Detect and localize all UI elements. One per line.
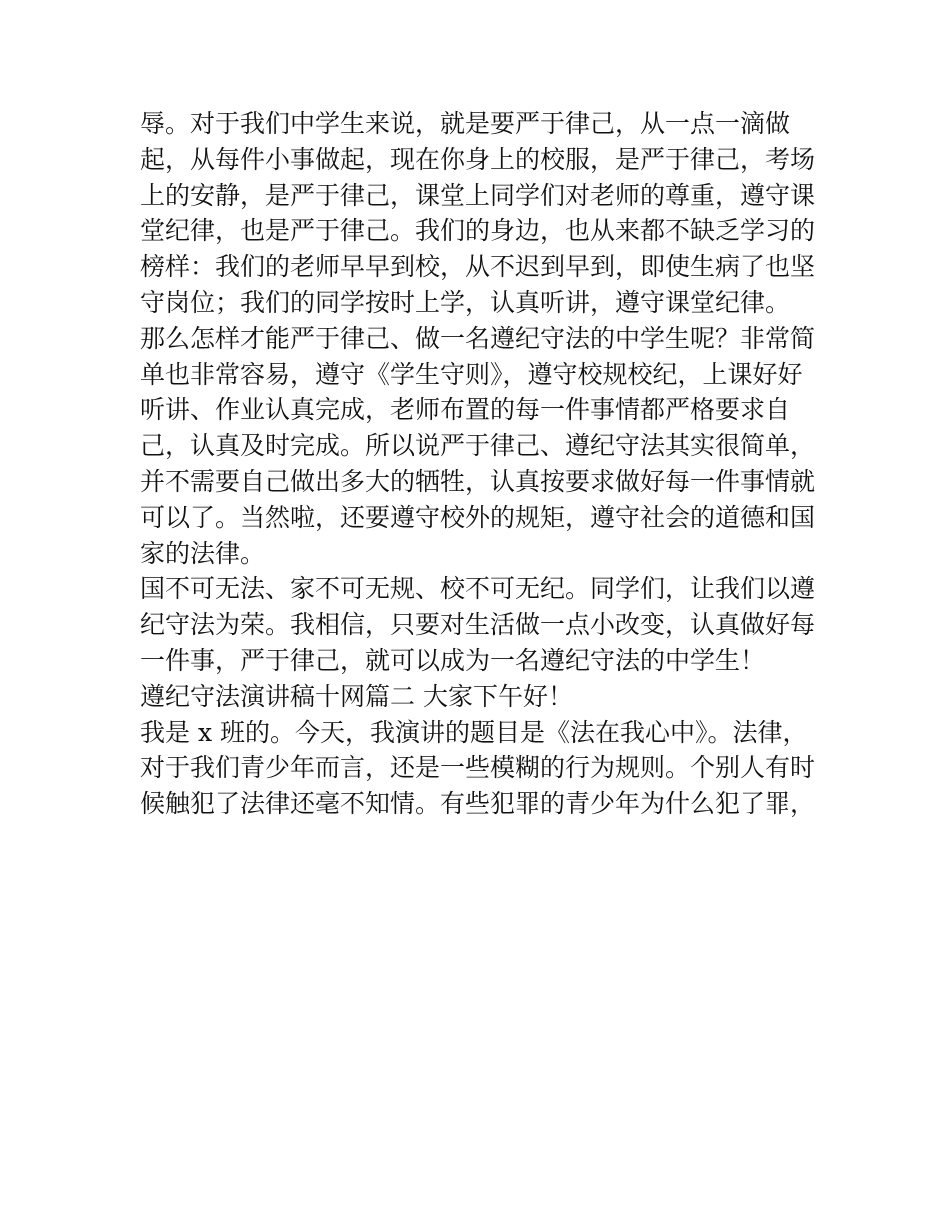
text-line: 家的法律。 xyxy=(140,538,266,568)
text-line: 国不可无法、家不可无规、校不可无纪。同学们，让我们以遵 xyxy=(140,574,816,604)
text-line: 纪守法为荣。我相信，只要对生活做一点小改变，认真做好每 xyxy=(140,610,816,640)
text-line: 听讲、作业认真完成，老师布置的每一件事情都严格要求自 xyxy=(140,395,791,425)
text-line: 单也非常容易，遵守《学生守则》，遵守校规校纪，上课好好 xyxy=(140,359,803,389)
text-line: 候触犯了法律还毫不知情。有些犯罪的青少年为什么犯了罪， xyxy=(140,789,816,819)
text-line: 榜样：我们的老师早早到校，从不迟到早到，即使生病了也坚 xyxy=(140,252,816,282)
document-body xyxy=(140,106,820,822)
section-heading: 遵纪守法演讲稿十网篇二 大家下午好！ xyxy=(140,681,573,711)
text-line: 对于我们青少年而言，还是一些模糊的行为规则。个别人有时 xyxy=(140,753,816,783)
text-line: 堂纪律，也是严于律己。我们的身边，也从来都不缺乏学习的 xyxy=(140,216,816,246)
text-line: 辱。对于我们中学生来说，就是要严于律己，从一点一滴做 xyxy=(140,109,791,138)
text-line: 起，从每件小事做起，现在你身上的校服，是严于律己，考场 xyxy=(140,144,816,174)
text-line: 上的安静，是严于律己，课堂上同学们对老师的尊重，遵守课 xyxy=(140,180,816,210)
text-line: 那么怎样才能严于律己、做一名遵纪守法的中学生呢？非常简 xyxy=(140,323,816,353)
text-line: 己，认真及时完成。所以说严于律己、遵纪守法其实很简单， xyxy=(140,431,816,461)
text-line: 一件事，严于律己，就可以成为一名遵纪守法的中学生！ xyxy=(140,645,766,675)
text-line: 我是 x 班的。今天，我演讲的题目是《法在我心中》。法律， xyxy=(140,717,808,747)
text-line: 守岗位；我们的同学按时上学，认真听讲，遵守课堂纪律。 xyxy=(140,287,791,317)
text-line: 并不需要自己做出多大的牺牲，认真按要求做好每一件事情就 xyxy=(140,466,816,496)
text-line: 可以了。当然啦，还要遵守校外的规矩，遵守社会的道德和国 xyxy=(140,502,816,532)
